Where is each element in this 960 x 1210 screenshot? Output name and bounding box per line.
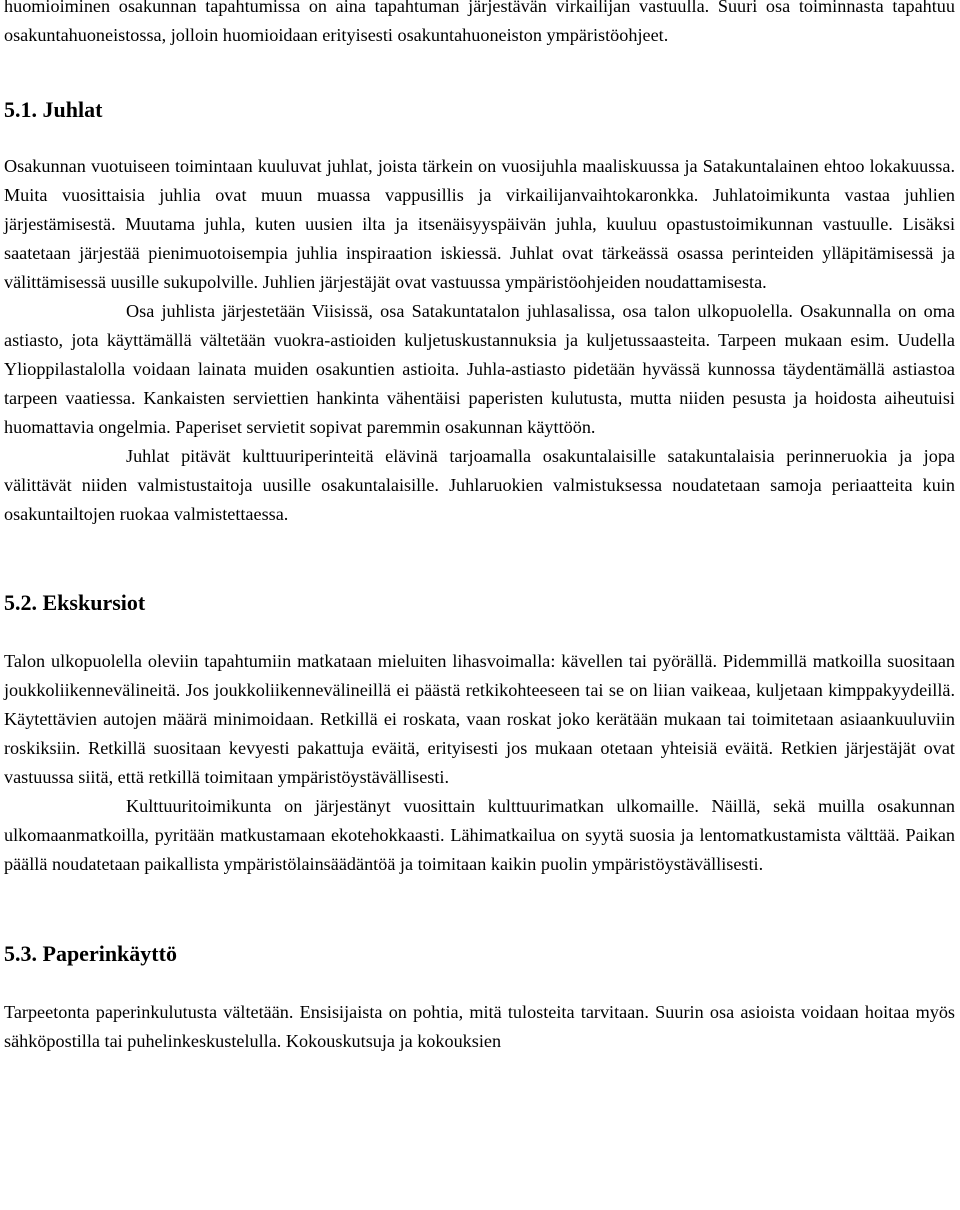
section-heading-ekskursiot: 5.2. Ekskursiot (4, 590, 146, 615)
juhlat-paragraph-3: Juhlat pitävät kulttuuriperinteitä elävinä tarjoamalla osakuntalaisille satakuntalaisia perinneruokia ja jopa välittävät niiden valmistustaitoja uusille osakuntalaisille. Juhlaruokien valmistuksessa noudatetaan samoja periaatteita kuin osakuntailtojen ruokaa valmistettaessa. (4, 446, 955, 524)
juhlat-paragraph-2: Osa juhlista järjestetään Viisissä, osa Satakuntatalon juhlasalissa, osa talon ulkopuolella. Osakunnalla on oma astiasto, jota käyttämällä vältetään vuokra-astioiden kuljetuskustannuksia ja kuljetussaasteita. Tarpeen mukaan esim. Uudella Ylioppilastalolla voidaan lainata muiden osakuntien astioita. Juhla-astiasto pidetään hyvässä kunnossa täydentämällä astiastoa tarpeen vaatiessa. Kankaisten serviettien hankinta vähentäisi paperisten kulutusta, mutta niiden pesusta ja hoidosta aiheutuisi huomattavia ongelmia. Paperiset servietit sopivat paremmin osakunnan käyttöön. (4, 301, 955, 437)
intro-paragraph: huomioiminen osakunnan tapahtumissa on aina tapahtuman järjestävän virkailijan vastuulla. Suuri osa toiminnasta tapahtuu osakuntahuoneistossa, jolloin huomioidaan erityisesti osakuntahuoneiston ympäristöohjeet. (4, 0, 955, 45)
ekskursiot-paragraph-2: Kulttuuritoimikunta on järjestänyt vuosittain kulttuurimatkan ulkomaille. Näillä, sekä muilla osakunnan ulkomaanmatkoilla, pyritään matkustamaan ekotehokkaasti. Lähimatkailua on syytä suosia ja lentomatkustamista välttää. Paikan päällä noudatetaan paikallista ympäristölainsäädäntöä ja toimitaan kaikin puolin ympäristöystävällisesti. (4, 796, 955, 874)
document-page (4, 0, 955, 1056)
ekskursiot-paragraph-1: Talon ulkopuolella oleviin tapahtumiin matkataan mieluiten lihasvoimalla: kävellen tai pyörällä. Pidemmillä matkoilla suositaan joukkoliikennevälineitä. Jos joukkoliikennevälineillä ei päästä retkikohteeseen tai se on liian vaikeaa, kuljetaan kimppakyydeillä. Käytettävien autojen määrä minimoidaan. Retkillä ei roskata, vaan roskat joko kerätään mukaan tai toimitetaan asiaankuuluviin roskiksiin. Retkillä suositaan kevyesti pakattuja eväitä, erityisesti jos mukaan otetaan yhteisiä eväitä. Retkien järjestäjät ovat vastuussa siitä, että retkillä toimitaan ympäristöystävällisesti. (4, 651, 955, 787)
section-heading-paperinkaytto: 5.3. Paperinkäyttö (4, 941, 177, 966)
juhlat-paragraph-1: Osakunnan vuotuiseen toimintaan kuuluvat juhlat, joista tärkein on vuosijuhla maaliskuussa ja Satakuntalainen ehtoo lokakuussa. Muita vuosittaisia juhlia ovat muun muassa vappusillis ja virkailijanvaihtokaronkka. Juhlatoimikunta vastaa juhlien järjestämisestä. Muutama juhla, kuten uusien ilta ja itsenäisyyspäivän juhla, kuuluu opastustoimikunnan vastuulle. Lisäksi saatetaan järjestää pienimuotoisempia juhlia inspiraation iskiessä. Juhlat ovat tärkeässä osassa perinteiden ylläpitämisessä ja välittämisessä uusille sukupolville. Juhlien järjestäjät ovat vastuussa ympäristöohjeiden noudattamisesta. (4, 156, 955, 292)
paperinkaytto-paragraph-1: Tarpeetonta paperinkulutusta vältetään. Ensisijaista on pohtia, mitä tulosteita tarvitaan. Suurin osa asioista voidaan hoitaa myös sähköpostilla tai puhelinkeskustelulla. Kokouskutsuja ja kokouksien (4, 1002, 955, 1051)
section-heading-juhlat: 5.1. Juhlat (4, 97, 103, 122)
